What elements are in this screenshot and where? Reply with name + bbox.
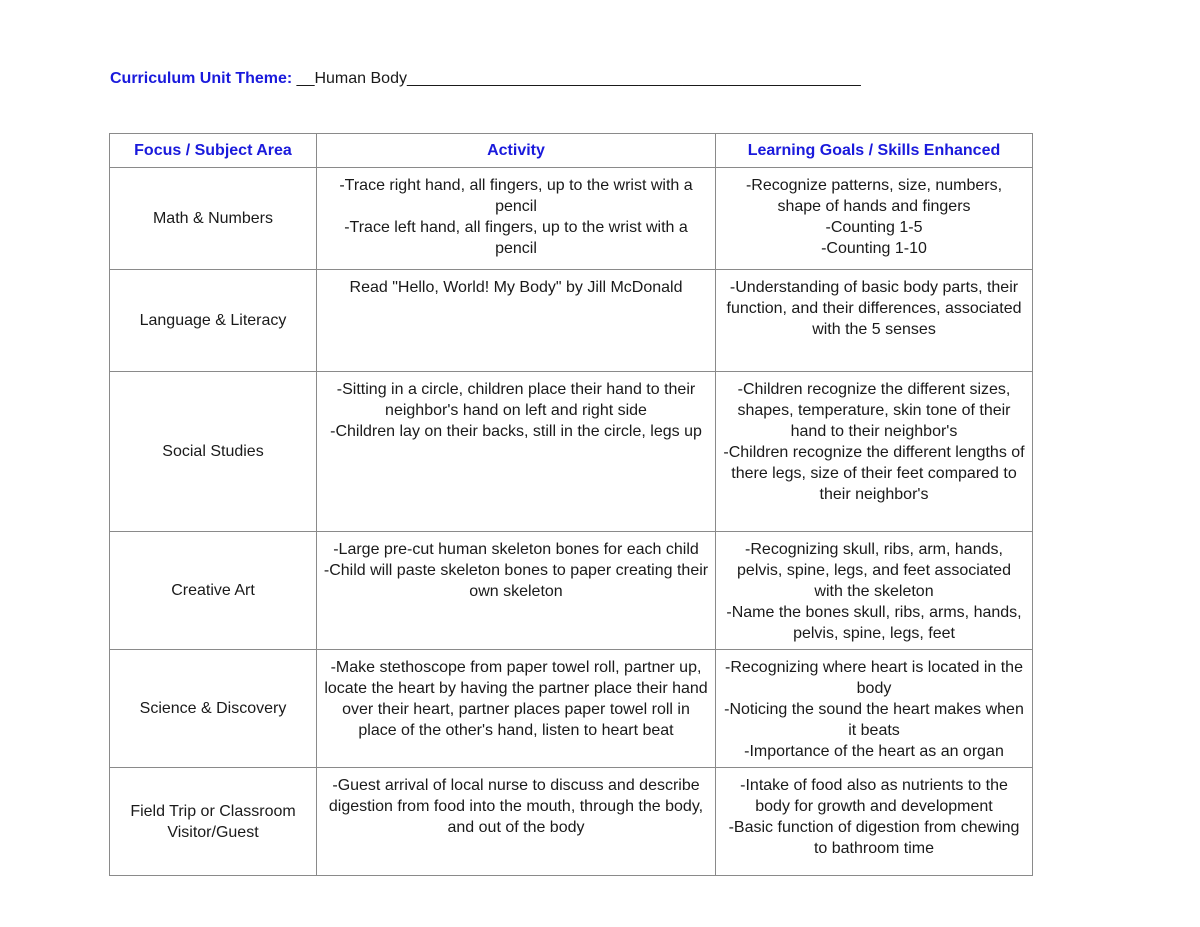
activity-cell (317, 650, 716, 768)
focus-cell: Creative Art (110, 532, 317, 650)
activity-cell (317, 768, 716, 876)
goal-line: -Noticing the sound the heart makes when it beats (724, 701, 1024, 739)
table-row (110, 270, 1033, 372)
activity-line: -Children lay on their backs, still in the circle, legs up (330, 423, 702, 440)
goal-line: -Intake of food also as nutrients to the body for growth and development (740, 777, 1008, 815)
focus-cell: Language & Literacy (110, 270, 317, 372)
goals-cell (716, 650, 1033, 768)
goal-line: -Name the bones skull, ribs, arms, hands, pelvis, spine, legs, feet (726, 604, 1022, 642)
activity-line: -Make stethoscope from paper towel roll, partner up, locate the heart by having the partner place their hand over their heart, partner places paper towel roll in place of the other's hand, listen to heart beat (324, 659, 708, 739)
goals-cell (716, 168, 1033, 270)
activity-line: -Trace right hand, all fingers, up to the wrist with a pencil (339, 177, 693, 215)
goal-line: -Basic function of digestion from chewing to bathroom time (728, 819, 1020, 857)
goal-line: -Importance of the heart as an organ (744, 743, 1004, 760)
focus-cell: Social Studies (110, 372, 317, 532)
activity-line: -Large pre-cut human skeleton bones for each child (333, 541, 699, 558)
curriculum-table (109, 133, 1033, 876)
goal-line: -Children recognize the different lengths of there legs, size of their feet compared to their neighbor's (723, 444, 1025, 503)
unit-theme-label: Curriculum Unit Theme: (110, 70, 293, 87)
table-row (110, 372, 1033, 532)
goals-cell (716, 768, 1033, 876)
activity-line: -Guest arrival of local nurse to discuss and describe digestion from food into the mouth, through the body, and out of the body (328, 777, 704, 836)
goals-cell (716, 270, 1033, 372)
activity-cell (317, 270, 716, 372)
unit-theme-value: __Human Body___________________________________________________ (292, 70, 861, 87)
unit-theme-line (110, 70, 861, 88)
goal-line: -Recognizing skull, ribs, arm, hands, pelvis, spine, legs, and feet associated with the skeleton (737, 541, 1011, 600)
table-row (110, 768, 1033, 876)
table-row (110, 650, 1033, 768)
header-goals: Learning Goals / Skills Enhanced (716, 134, 1033, 168)
goals-cell (716, 372, 1033, 532)
activity-cell (317, 372, 716, 532)
table-row (110, 532, 1033, 650)
table-row (110, 168, 1033, 270)
goal-line: -Understanding of basic body parts, their function, and their differences, associated with the 5 senses (726, 279, 1022, 338)
activity-cell (317, 168, 716, 270)
activity-line: Read "Hello, World! My Body" by Jill McDonald (349, 279, 683, 296)
focus-cell: Field Trip or Classroom Visitor/Guest (110, 768, 317, 876)
focus-cell: Math & Numbers (110, 168, 317, 270)
goals-cell (716, 532, 1033, 650)
goal-line: -Children recognize the different sizes, shapes, temperature, skin tone of their hand to their neighbor's (737, 381, 1011, 440)
activity-line: -Sitting in a circle, children place their hand to their neighbor's hand on left and right side (336, 381, 696, 419)
header-activity: Activity (317, 134, 716, 168)
focus-cell: Science & Discovery (110, 650, 317, 768)
header-row (110, 134, 1033, 168)
activity-cell (317, 532, 716, 650)
goal-line: -Recognizing where heart is located in the body (725, 659, 1023, 697)
goal-line: -Counting 1-5 (825, 219, 923, 236)
activity-line: -Child will paste skeleton bones to paper creating their own skeleton (323, 562, 709, 600)
activity-line: -Trace left hand, all fingers, up to the wrist with a pencil (344, 219, 688, 257)
goal-line: -Recognize patterns, size, numbers, shape of hands and fingers (745, 177, 1003, 215)
header-focus: Focus / Subject Area (110, 134, 317, 168)
goal-line: -Counting 1-10 (821, 240, 927, 257)
